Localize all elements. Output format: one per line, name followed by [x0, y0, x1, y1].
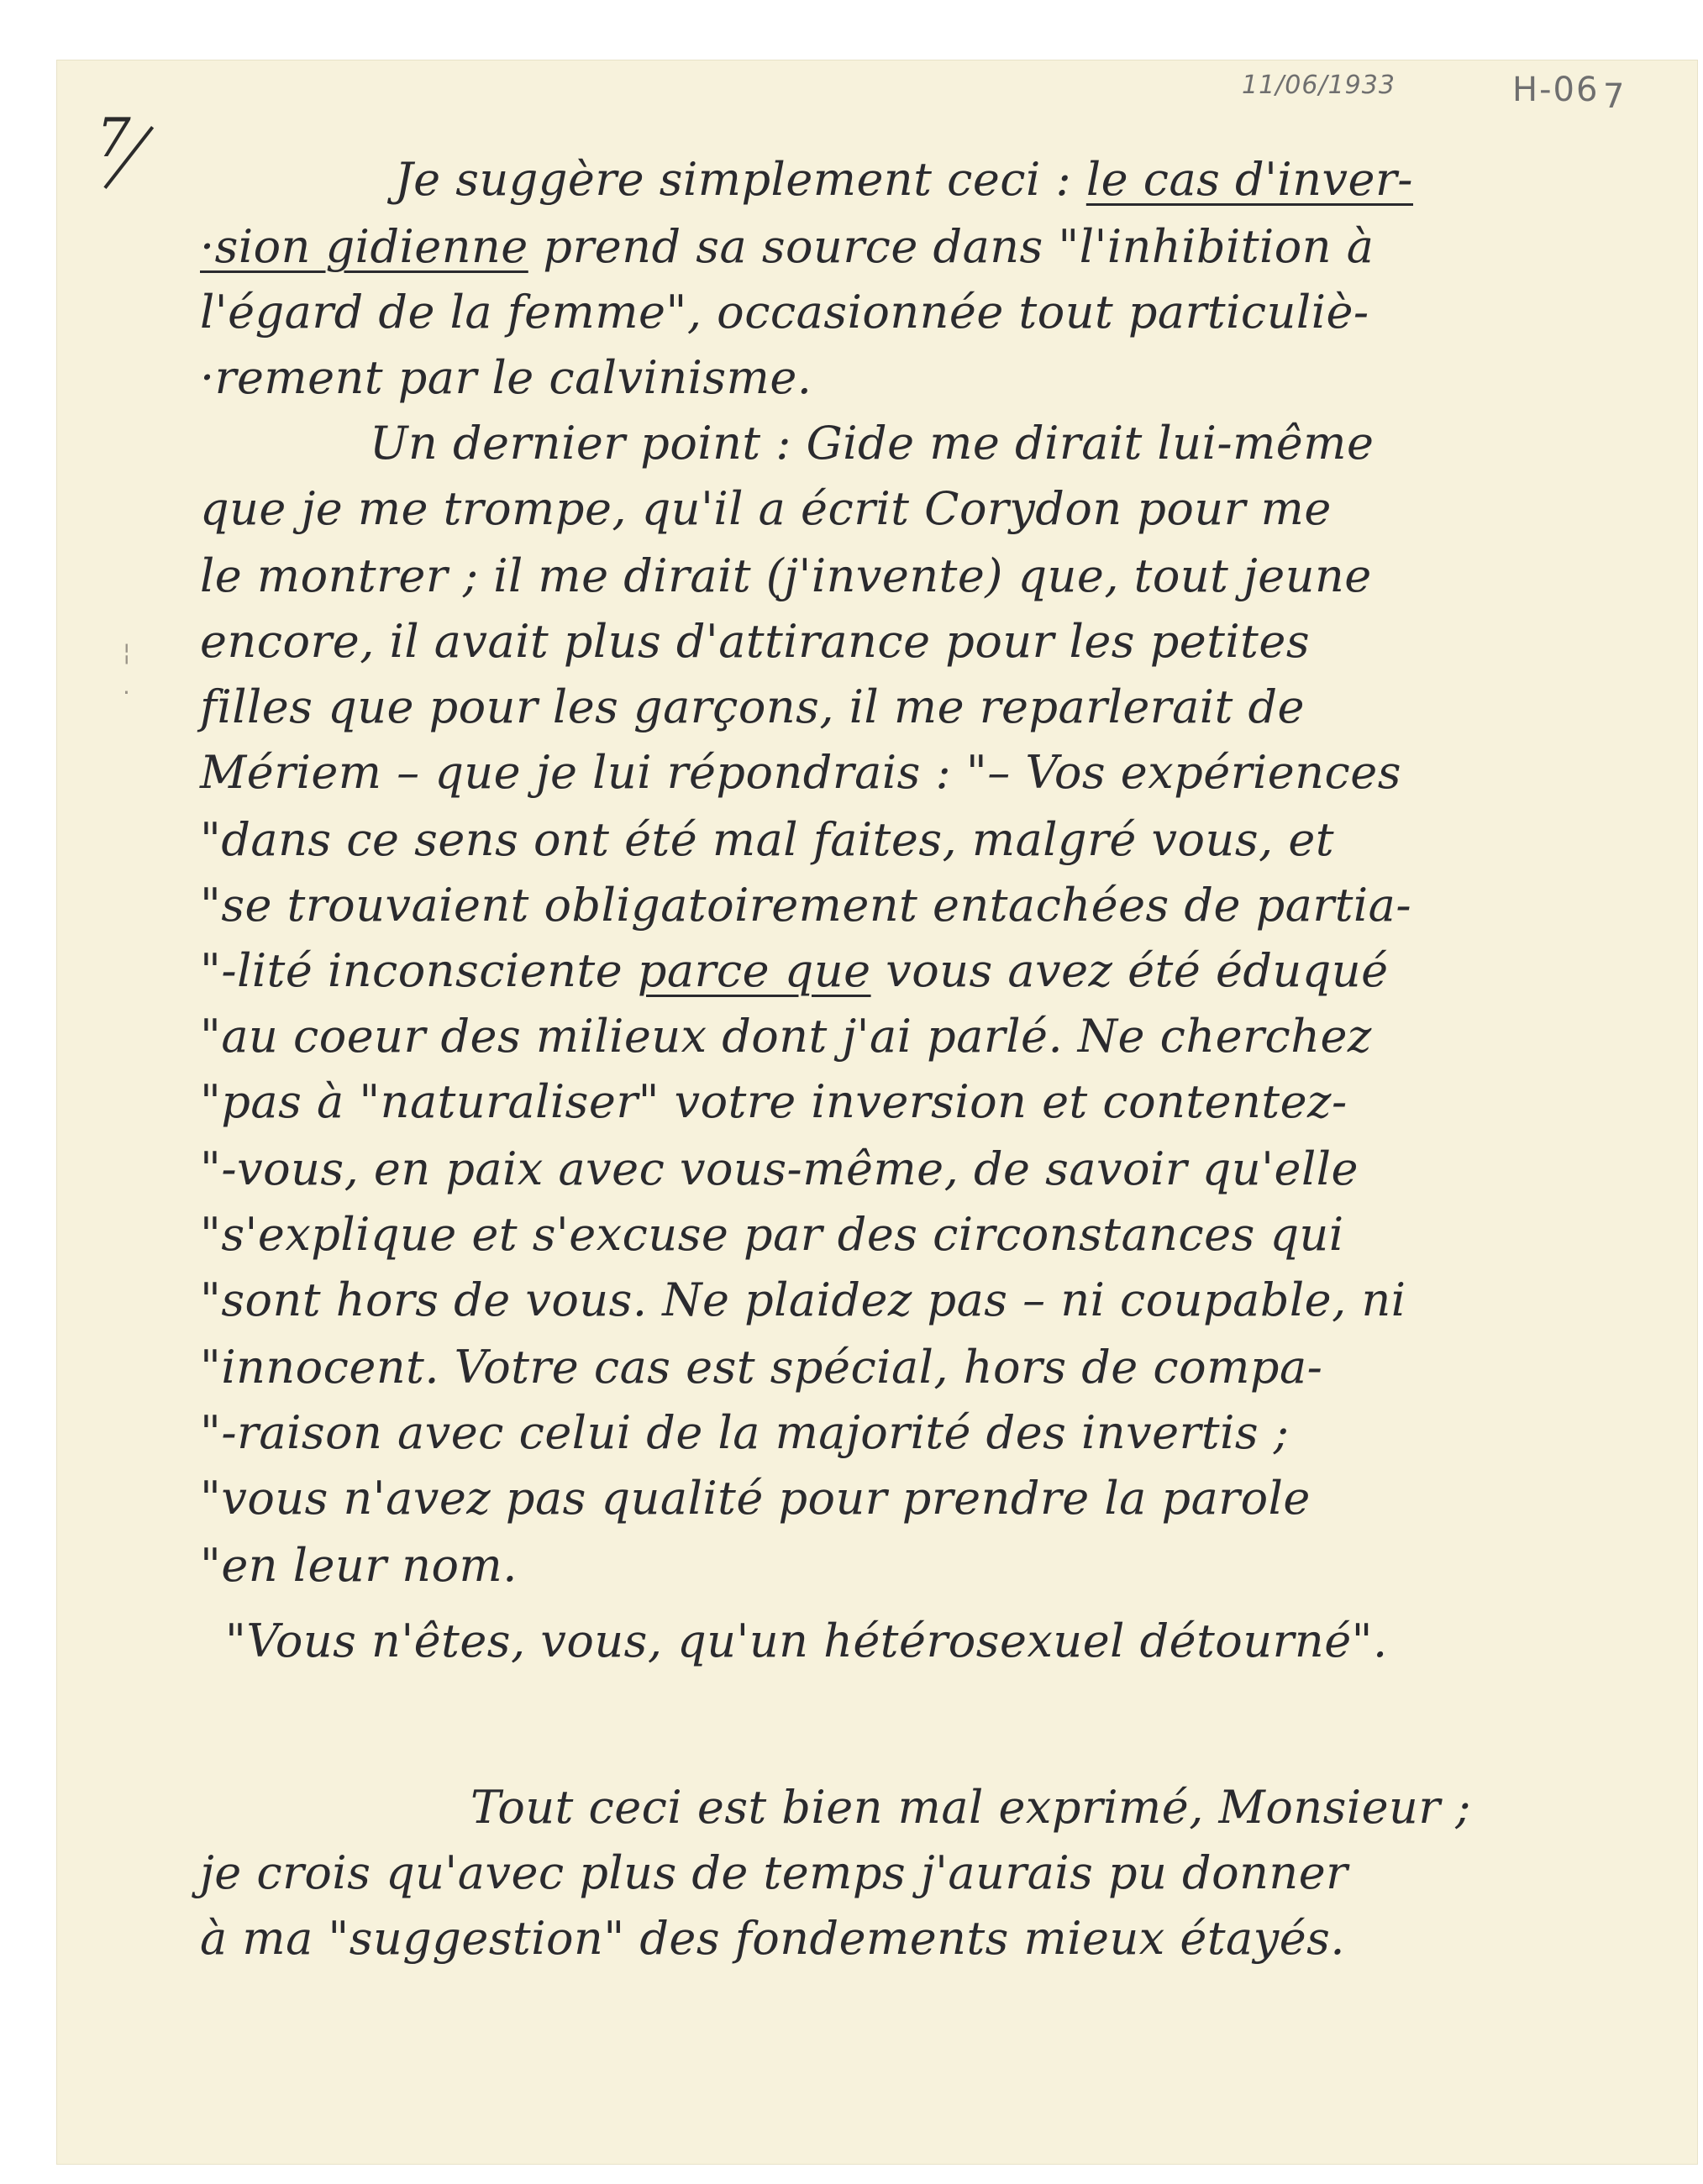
underlined-phrase: ·sion gidienne [200, 220, 528, 273]
line-text: vous avez été éduqué [870, 944, 1389, 997]
letter-line [470, 1781, 1471, 1834]
letter-line [200, 1208, 1344, 1261]
letter-line [200, 1406, 1289, 1459]
margin-mark: ¦ [123, 638, 131, 666]
letter-line [200, 1273, 1406, 1326]
folio-number: 7 [97, 108, 131, 170]
letter-line [200, 1846, 1348, 1899]
letter-line [200, 1075, 1348, 1128]
letter-line [200, 549, 1372, 602]
archive-page-mark: 7 [1603, 77, 1625, 116]
letter-line [200, 813, 1334, 866]
line-text: "innocent. Votre cas est spécial, hors de compa- [200, 1341, 1323, 1394]
line-text: à ma "suggestion" des fondements mieux étayés. [200, 1912, 1346, 1965]
underlined-phrase: parce que [637, 944, 871, 997]
line-text: "se trouvaient obligatoirement entachées de partia- [200, 879, 1412, 932]
letter-line [200, 1912, 1345, 1965]
letter-line [200, 615, 1310, 668]
line-text: l'égard de la femme", occasionnée tout particuliè- [200, 286, 1369, 339]
line-text: "s'explique et s'excuse par des circonstances qui [200, 1208, 1344, 1261]
line-text: Tout ceci est bien mal exprimé, Monsieur ; [470, 1781, 1471, 1834]
letter-line [200, 1472, 1311, 1525]
archive-date-annotation: 11/06/1933 [1242, 71, 1396, 100]
line-text: prend sa source dans "l'inhibition à [528, 220, 1374, 273]
line-text: filles que pour les garçons, il me reparlerait de [200, 680, 1305, 733]
line-text: "dans ce sens ont été mal faites, malgré vous, et [200, 813, 1335, 866]
margin-mark: · [123, 679, 130, 706]
underlined-phrase: le cas d'inver- [1085, 153, 1414, 206]
line-text: "-lité inconsciente [200, 944, 638, 997]
letter-line [200, 944, 1389, 997]
line-text: Je suggère simplement ceci : [395, 153, 1086, 206]
line-text: Un dernier point : Gide me dirait lui-même [370, 417, 1374, 470]
letter-line [200, 351, 812, 404]
line-text: "-raison avec celui de la majorité des invertis ; [200, 1406, 1290, 1459]
line-text: Mériem – que je lui répondrais : "– Vos expériences [200, 746, 1401, 799]
line-text: le montrer ; il me dirait (j'invente) que, tout jeune [200, 549, 1372, 602]
letter-line [200, 879, 1411, 932]
line-text: je crois qu'avec plus de temps j'aurais pu donner [200, 1846, 1348, 1899]
line-text: "au coeur des milieux dont j'ai parlé. Ne cherchez [200, 1010, 1372, 1063]
letter-line [200, 482, 1332, 535]
archive-reference-annotation: H-06 [1512, 71, 1600, 109]
line-text: "-vous, en paix avec vous-même, de savoir qu'elle [200, 1142, 1359, 1195]
letter-line [200, 1341, 1322, 1394]
line-text: "sont hors de vous. Ne plaidez pas – ni coupable, ni [200, 1273, 1406, 1326]
letter-line [200, 286, 1369, 339]
line-text: que je me trompe, qu'il a écrit Corydon pour me [200, 482, 1332, 535]
letter-line [395, 153, 1413, 206]
letter-line [200, 1539, 518, 1592]
letter-line [200, 746, 1401, 799]
letter-line [370, 417, 1374, 470]
letter-line [200, 1142, 1359, 1195]
letter-line [200, 220, 1374, 273]
line-text: "vous n'avez pas qualité pour prendre la parole [200, 1472, 1311, 1525]
letter-line [200, 680, 1305, 733]
line-text: "Vous n'êtes, vous, qu'un hétérosexuel détourné". [225, 1614, 1388, 1667]
letter-line [225, 1614, 1388, 1667]
line-text: encore, il avait plus d'attirance pour les petites [200, 615, 1311, 668]
line-text: "en leur nom. [200, 1539, 518, 1592]
letter-line [200, 1010, 1372, 1063]
line-text: "pas à "naturaliser" votre inversion et contentez- [200, 1075, 1348, 1128]
line-text: ·rement par le calvinisme. [200, 351, 812, 404]
